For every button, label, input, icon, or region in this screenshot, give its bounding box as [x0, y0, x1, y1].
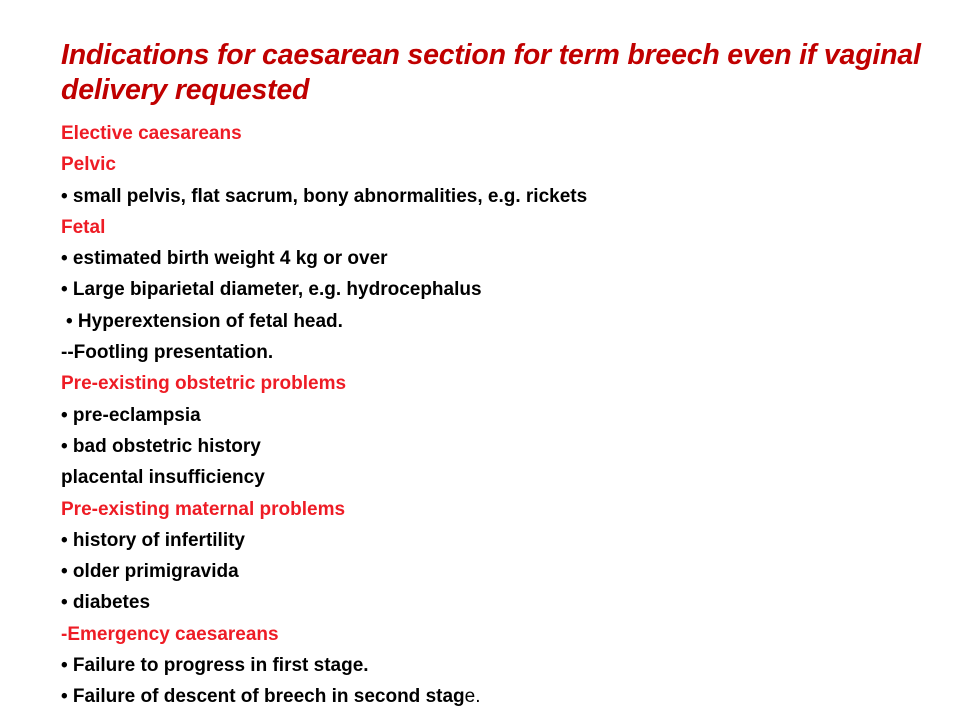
slide [61, 38, 951, 713]
slide-body [61, 118, 951, 713]
slide-title: Indications for caesarean section for term breech even if vaginal delivery requested [61, 39, 921, 106]
bullet-maternal-3: • diabetes [61, 592, 151, 614]
bullet-maternal-2: • older primigravida [61, 561, 239, 583]
bullet-emergency-2-tail: e. [464, 686, 481, 708]
subheading-fetal: Fetal [61, 216, 106, 238]
bullet-maternal-1: • history of infertility [61, 529, 245, 551]
bullet-obstetric-2: • bad obstetric history [61, 435, 261, 457]
bullet-fetal-1: • estimated birth weight 4 kg or over [61, 248, 388, 270]
bullet-fetal-3: • Hyperextension of fetal head. [66, 310, 343, 332]
bullet-emergency-1: • Failure to progress in first stage. [61, 655, 369, 677]
subheading-obstetric: Pre-existing obstetric problems [61, 373, 347, 395]
line-obstetric-3: placental insufficiency [61, 467, 265, 489]
line-fetal-4: --Footling presentation. [61, 342, 274, 364]
bullet-obstetric-1: • pre-eclampsia [61, 404, 201, 426]
subheading-pelvic: Pelvic [61, 154, 116, 176]
section-heading-emergency: -Emergency caesareans [61, 623, 279, 645]
bullet-fetal-2: • Large biparietal diameter, e.g. hydrocephalus [61, 279, 482, 301]
bullet-emergency-2-main: • Failure of descent of breech in second stag [61, 686, 465, 708]
subheading-maternal: Pre-existing maternal problems [61, 498, 346, 520]
section-heading-elective: Elective caesareans [61, 123, 242, 144]
bullet-emergency-2 [61, 681, 951, 712]
bullet-pelvic-1: • small pelvis, flat sacrum, bony abnormalities, e.g. rickets [61, 185, 588, 207]
